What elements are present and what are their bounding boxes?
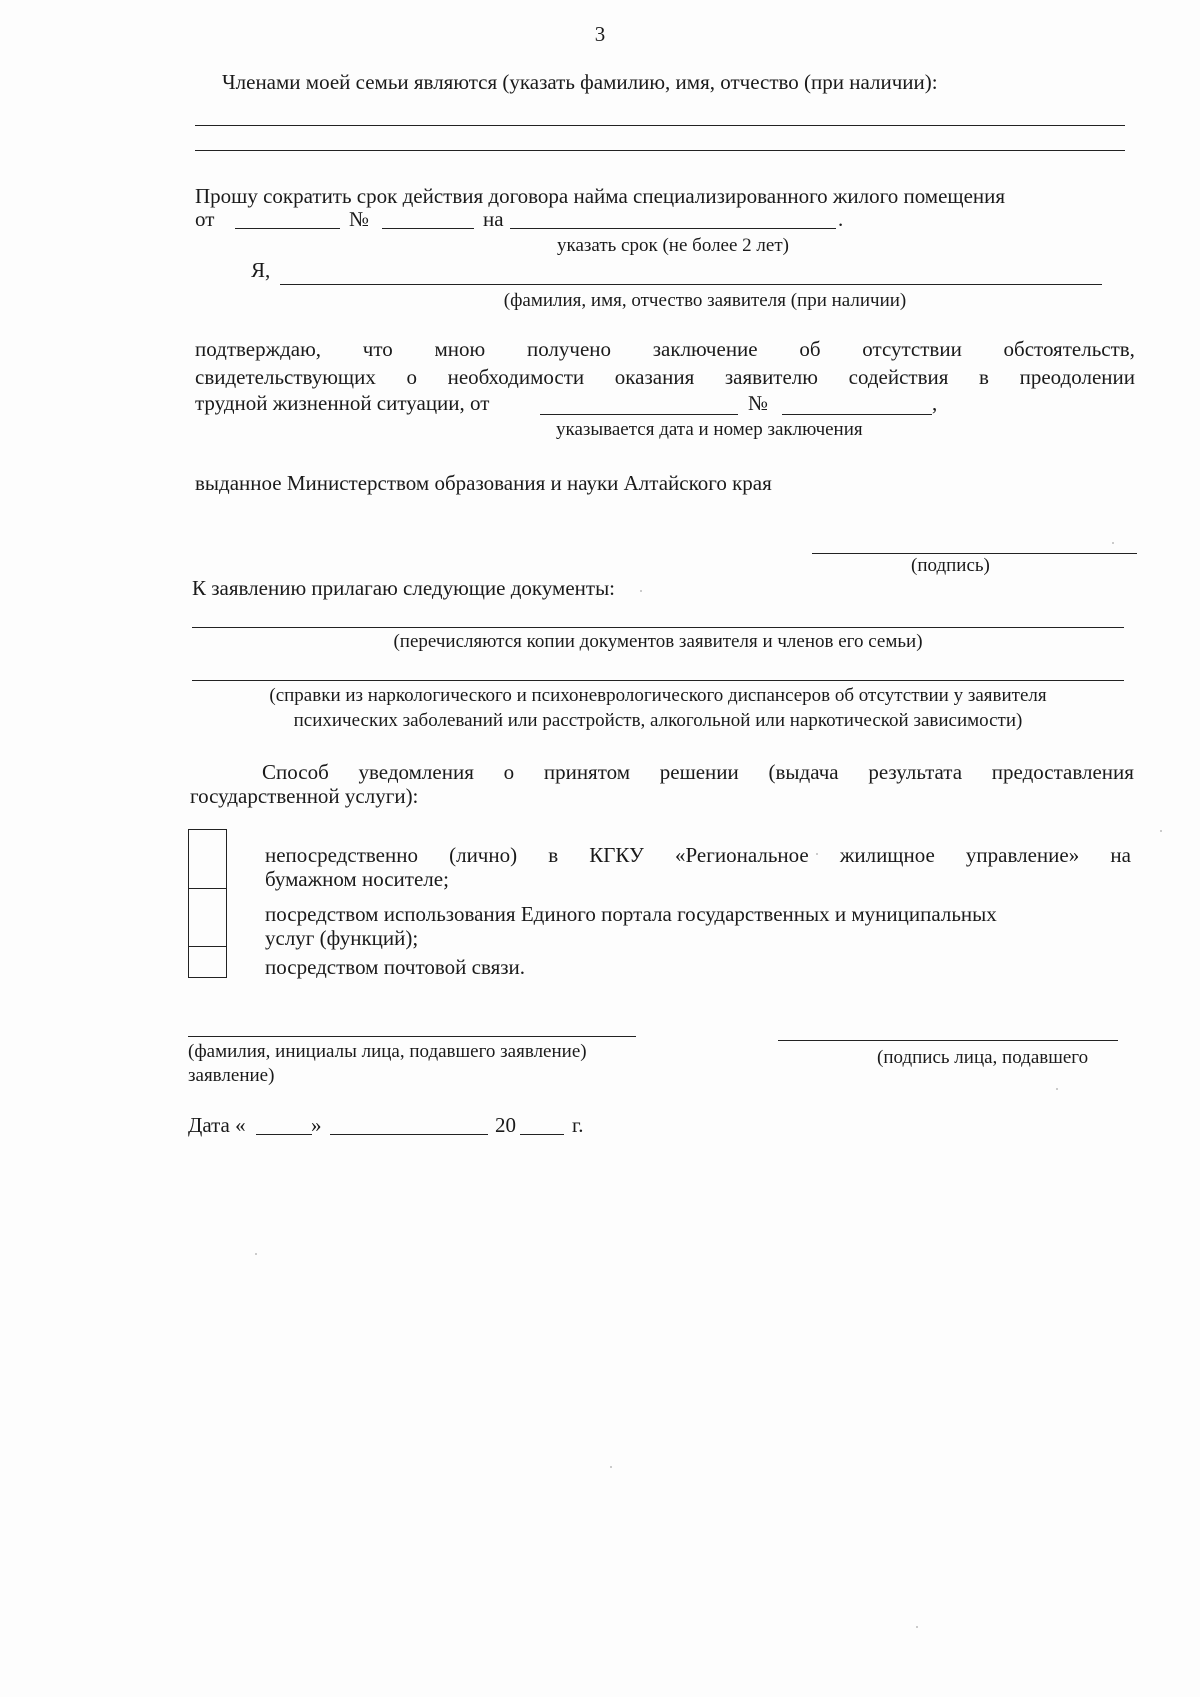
- confirm-word: подтверждаю,: [195, 337, 322, 361]
- notification-word: принятом: [543, 760, 631, 784]
- date-day-field[interactable]: [256, 1134, 312, 1135]
- request-period-end: .: [838, 207, 844, 231]
- notification-word: уведомления: [358, 760, 474, 784]
- applicant-initials-line[interactable]: [188, 1036, 636, 1037]
- option-mail-line: посредством почтовой связи.: [265, 955, 526, 979]
- confirm-word: свидетельствующих: [195, 365, 376, 389]
- applicant-initials-caption-2: заявление): [188, 1065, 275, 1086]
- confirm-word: об: [799, 337, 821, 361]
- confirm-line-end: ,: [932, 391, 938, 415]
- confirm-line-2: [195, 365, 1135, 389]
- scan-speck: [255, 1253, 257, 1255]
- confirm-line-3: трудной жизненной ситуации, от: [195, 391, 490, 415]
- applicant-signature-caption: (подпись лица, подавшего: [877, 1047, 1089, 1068]
- documents-label: К заявлению прилагаю следующие документы:: [192, 576, 616, 600]
- confirm-word: заявителю: [724, 365, 818, 389]
- page-number: 3: [594, 22, 606, 46]
- scan-speck: [610, 1466, 612, 1468]
- confirm-word: заключение: [652, 337, 758, 361]
- applicant-caption: (фамилия, имя, отчество заявителя (при наличии): [503, 290, 907, 311]
- option-word: на: [1110, 843, 1131, 867]
- signature-caption: (подпись): [911, 555, 990, 576]
- confirm-word: отсутствии: [862, 337, 962, 361]
- confirm-word: мною: [434, 337, 486, 361]
- notification-line-1: [262, 760, 1134, 784]
- notification-word: Способ: [262, 760, 329, 784]
- notification-word: решении: [659, 760, 739, 784]
- option-portal-line-1: посредством использования Единого портала государственных и муниципальных: [265, 902, 997, 926]
- conclusion-date-field[interactable]: [540, 414, 738, 415]
- date-year-prefix: 20: [495, 1113, 516, 1137]
- scan-speck: [1056, 1088, 1058, 1090]
- notification-word: (выдача: [768, 760, 839, 784]
- option-word: «Региональное: [675, 843, 809, 867]
- family-label: Членами моей семьи являются (указать фамилию, имя, отчество (при наличии):: [222, 70, 938, 94]
- option-checkbox-in-person[interactable]: [188, 829, 227, 889]
- confirm-word: необходимости: [447, 365, 585, 389]
- applicant-ya: Я,: [251, 258, 271, 282]
- notification-word: предоставления: [991, 760, 1134, 784]
- confirm-word: преодолении: [1019, 365, 1135, 389]
- scan-speck: [816, 853, 818, 855]
- notification-line-2: государственной услуги):: [190, 784, 419, 808]
- option-checkbox-mail[interactable]: [188, 946, 227, 978]
- applicant-name-field[interactable]: [280, 284, 1102, 285]
- scan-speck: [640, 590, 642, 592]
- confirm-word: что: [362, 337, 393, 361]
- request-number-sign: №: [349, 207, 370, 231]
- date-year-suffix: г.: [572, 1113, 584, 1137]
- confirm-word: о: [406, 365, 417, 389]
- option-word: жилищное: [839, 843, 935, 867]
- scan-speck: [916, 1626, 918, 1628]
- family-line-1[interactable]: [195, 125, 1125, 126]
- documents-line-1[interactable]: [192, 627, 1124, 628]
- date-label: Дата «: [188, 1113, 246, 1137]
- option-portal-line-2: услуг (функций);: [265, 926, 419, 950]
- request-on: на: [483, 207, 504, 231]
- option-word: КГКУ: [589, 843, 644, 867]
- conclusion-number-field[interactable]: [782, 414, 932, 415]
- contract-date-field[interactable]: [235, 228, 340, 229]
- scan-speck: [1112, 542, 1114, 544]
- documents-caption-2b: психических заболеваний или расстройств, алкогольной или наркотической зависимости): [293, 710, 1023, 731]
- family-line-2[interactable]: [195, 150, 1125, 151]
- option-word: (лично): [449, 843, 518, 867]
- option-word: управление»: [965, 843, 1080, 867]
- applicant-signature-line[interactable]: [778, 1040, 1118, 1041]
- confirm-word: получено: [526, 337, 612, 361]
- date-quote-close: »: [311, 1113, 322, 1137]
- option-in-person-line-2: бумажном носителе;: [265, 867, 449, 891]
- documents-caption-1: (перечисляются копии документов заявителя и членов его семьи): [393, 631, 923, 652]
- option-word: в: [548, 843, 559, 867]
- confirm-line-1: [195, 337, 1135, 361]
- documents-line-2[interactable]: [192, 680, 1124, 681]
- confirm-number-sign: №: [748, 391, 769, 415]
- date-month-field[interactable]: [330, 1134, 488, 1135]
- applicant-initials-caption: (фамилия, инициалы лица, подавшего заявление): [188, 1041, 587, 1062]
- request-from: от: [195, 207, 215, 231]
- request-line-1: Прошу сократить срок действия договора найма специализированного жилого помещения: [195, 184, 1006, 208]
- option-in-person-line-1: [265, 843, 1131, 867]
- period-field[interactable]: [510, 228, 836, 229]
- option-checkbox-portal[interactable]: [188, 888, 227, 947]
- scan-speck: [1160, 830, 1162, 832]
- period-caption: указать срок (не более 2 лет): [557, 235, 789, 256]
- confirm-word: содействия: [848, 365, 949, 389]
- confirm-word: оказания: [614, 365, 695, 389]
- confirm-word: обстоятельств,: [1003, 337, 1135, 361]
- date-year-field[interactable]: [520, 1134, 564, 1135]
- documents-caption-2a: (справки из наркологического и психоневрологического диспансеров об отсутствии у заявителя: [269, 685, 1047, 706]
- issued-by: выданное Министерством образования и науки Алтайского края: [195, 471, 772, 495]
- notification-word: результата: [868, 760, 963, 784]
- notification-word: о: [503, 760, 515, 784]
- conclusion-caption: указывается дата и номер заключения: [556, 419, 863, 440]
- option-word: непосредственно: [265, 843, 418, 867]
- confirm-word: в: [979, 365, 989, 389]
- contract-number-field[interactable]: [382, 228, 474, 229]
